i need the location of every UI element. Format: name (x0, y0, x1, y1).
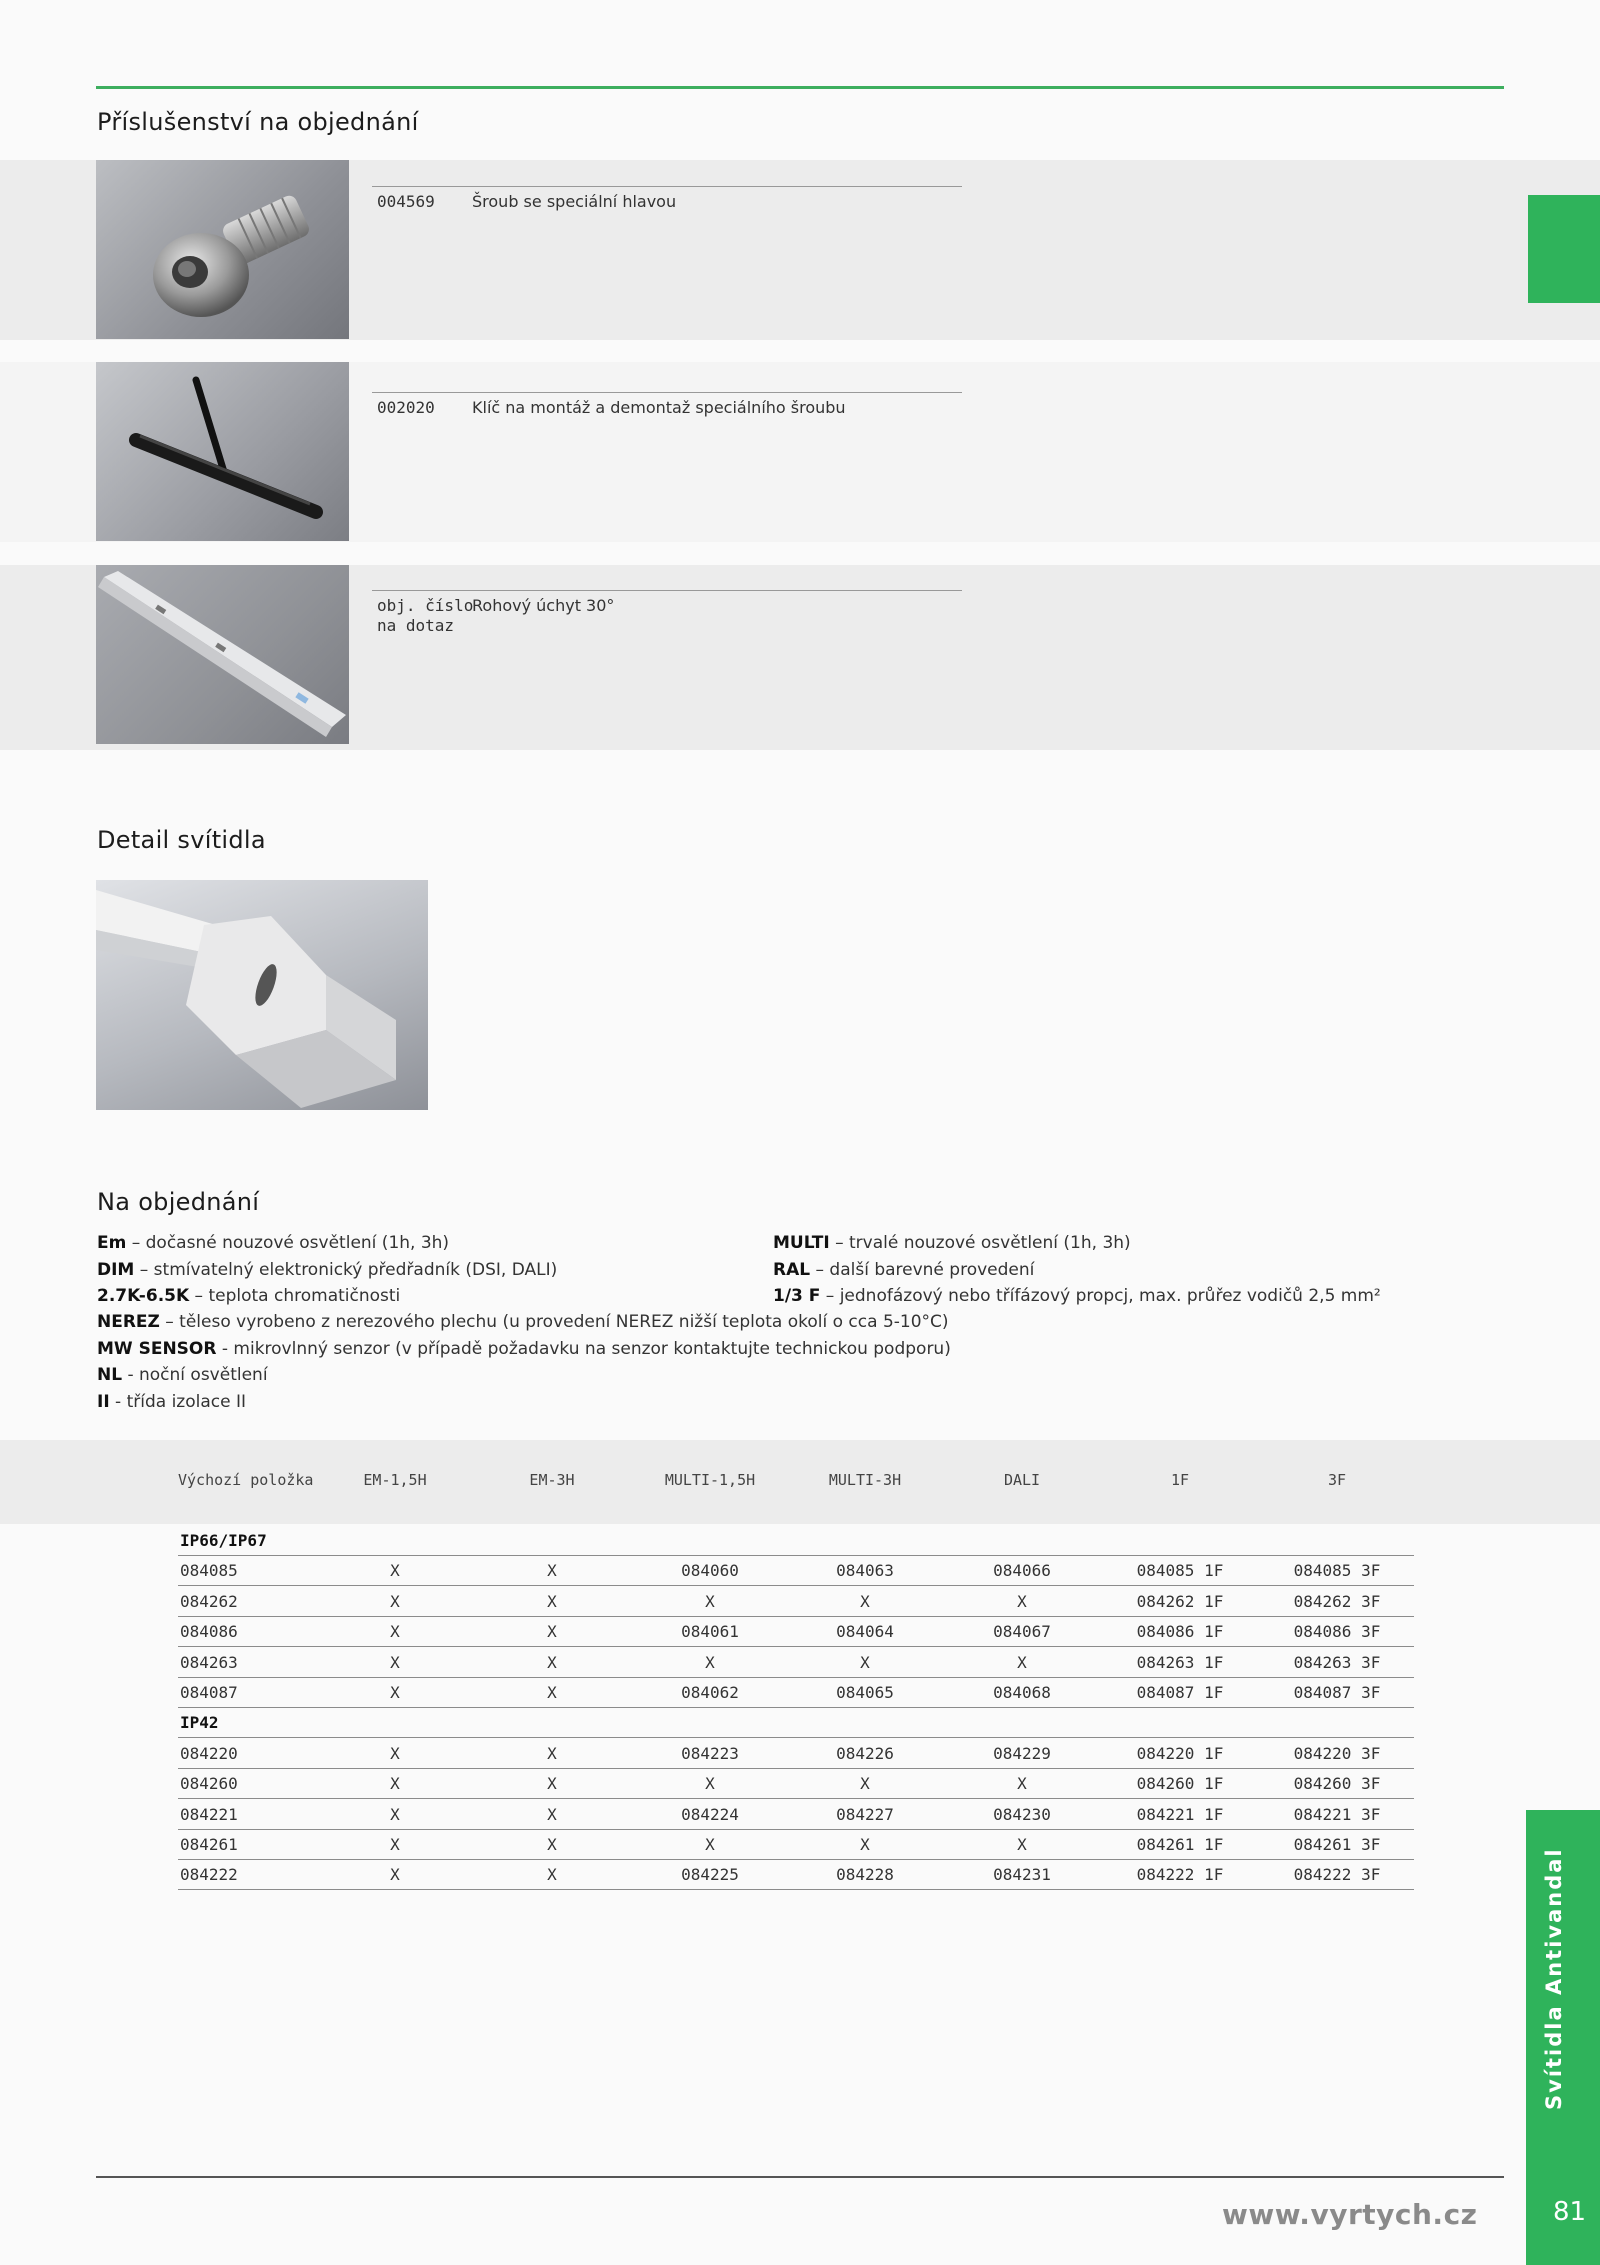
table-cell: X (1017, 1591, 1027, 1611)
table-cell: 084262 3F (1293, 1591, 1381, 1611)
product-name-2: Klíč na montáž a demontaž speciálního šroubu (472, 398, 846, 417)
table-cell: 084087 1F (1136, 1683, 1224, 1702)
table-cell: 084062 (681, 1683, 739, 1702)
legend-item-nerez: NEREZ – těleso vyrobeno z nerezového plechu (u provedení NEREZ nižší teplota okolí o cca 5-10°C) (97, 1312, 949, 1332)
luminaire-detail-photo (96, 880, 428, 1110)
table-cell: 084222 1F (1136, 1865, 1224, 1885)
table-cell: X (390, 1835, 400, 1854)
table-cell: 084060 (681, 1561, 739, 1581)
table-group-row (178, 1525, 1414, 1556)
order-title: Na objednání (97, 1188, 260, 1216)
detail-title: Detail svítidla (97, 826, 266, 854)
footer-website-link[interactable]: www.vyrtych.cz (1222, 2198, 1478, 2231)
sidebar-tab-marker (1528, 195, 1600, 303)
table-cell: X (390, 1591, 400, 1611)
table-group-label: IP66/IP67 (180, 1531, 267, 1550)
table-cell: 084087 3F (1293, 1683, 1381, 1702)
table-row (178, 1768, 1414, 1799)
table-cell: 084263 3F (1293, 1652, 1381, 1672)
table-cell: 084230 (993, 1804, 1051, 1824)
legend-right (773, 1230, 1473, 1310)
legend-item-multi: MULTI – trvalé nouzové osvětlení (1h, 3h) (773, 1233, 1131, 1253)
table-cell: X (547, 1804, 557, 1824)
table-cell: X (390, 1743, 400, 1763)
table-cell: X (547, 1591, 557, 1611)
table-cell: 084228 (836, 1865, 894, 1885)
screw-photo (96, 160, 349, 339)
table-cell: X (547, 1774, 557, 1794)
key-icon (96, 362, 349, 541)
table-cell: 084260 (180, 1774, 238, 1794)
table-cell: X (390, 1683, 400, 1702)
table-cell: 084261 1F (1136, 1835, 1224, 1854)
legend-left (97, 1230, 777, 1310)
table-cell: 084261 3F (1293, 1835, 1381, 1854)
top-rule (96, 86, 1504, 89)
table-cell: 084086 (180, 1622, 238, 1642)
table-cell: 084068 (993, 1683, 1051, 1702)
product-code-1: 004569 (377, 192, 435, 211)
table-cell: X (390, 1622, 400, 1642)
table-cell: 084231 (993, 1865, 1051, 1885)
table-cell: X (390, 1561, 400, 1581)
legend-item-em: Em – dočasné nouzové osvětlení (1h, 3h) (97, 1233, 450, 1253)
table-row (178, 1677, 1414, 1708)
sidebar-section-label: Svítidla Antivandal (1542, 1847, 1566, 2110)
table-cell: 084063 (836, 1561, 894, 1581)
table-cell: 084263 1F (1136, 1652, 1224, 1672)
product-code-3-line1: obj. číslo (377, 596, 474, 615)
table-cell: 084225 (681, 1865, 739, 1885)
table-cell: 084066 (993, 1561, 1051, 1581)
table-row (178, 1799, 1414, 1830)
legend-item-mw-sensor: MW SENSOR - mikrovlnný senzor (v případě požadavku na senzor kontaktujte technickou podporu) (97, 1338, 951, 1359)
table-header-source: Výchozí položka (178, 1471, 314, 1489)
table-cell: X (390, 1652, 400, 1672)
table-header-multi15: MULTI-1,5H (664, 1471, 756, 1489)
table-row (178, 1555, 1414, 1586)
table-cell: 084229 (993, 1743, 1051, 1763)
legend-item-phase: 1/3 F – jednofázový nebo třífázový propcj, max. průřez vodičů 2,5 mm² (773, 1286, 1381, 1306)
table-cell: 084086 1F (1136, 1622, 1224, 1642)
table-cell: 084260 3F (1293, 1774, 1381, 1794)
table-cell: 084226 (836, 1743, 894, 1763)
table-cell: X (860, 1652, 870, 1672)
table-cell: 084067 (993, 1622, 1051, 1642)
product-code-3-line2: na dotaz (377, 616, 455, 635)
product-name-1: Šroub se speciální hlavou (472, 192, 677, 211)
table-cell: 084261 (180, 1835, 238, 1854)
table-header-3f: 3F (1327, 1471, 1347, 1489)
table-row (178, 1586, 1414, 1617)
table-group-label: IP42 (180, 1713, 219, 1733)
table-cell: X (547, 1561, 557, 1581)
table-cell: X (390, 1865, 400, 1885)
key-photo (96, 362, 349, 541)
luminaire-end-cap-icon (96, 880, 428, 1110)
table-cell: 084224 (681, 1804, 739, 1824)
table-cell: X (547, 1865, 557, 1885)
product-name-3: Rohový úchyt 30° (472, 596, 615, 615)
table-cell: 084085 3F (1293, 1561, 1381, 1581)
table-cell: X (547, 1835, 557, 1854)
table-cell: X (860, 1774, 870, 1794)
table-cell: X (860, 1591, 870, 1611)
table-cell: 084064 (836, 1622, 894, 1642)
product-rule-3 (372, 590, 962, 591)
table-row (178, 1829, 1414, 1860)
legend-item-dim: DIM – stmívatelný elektronický předřadník (DSI, DALI) (97, 1259, 558, 1280)
table-cell: X (547, 1743, 557, 1763)
table-cell: 084221 1F (1136, 1804, 1224, 1824)
table-cell: X (547, 1683, 557, 1702)
table-cell: 084087 (180, 1683, 238, 1702)
legend-item-ii: II - třída izolace II (97, 1391, 247, 1412)
table-cell: X (390, 1774, 400, 1794)
table-cell: 084085 1F (1136, 1561, 1224, 1581)
bracket-photo (96, 565, 349, 744)
table-cell: X (705, 1652, 715, 1672)
footer-rule (96, 2176, 1504, 2178)
table-cell: X (705, 1774, 715, 1794)
table-group-row (178, 1707, 1414, 1738)
table-cell: 084220 1F (1136, 1743, 1224, 1763)
table-cell: 084260 1F (1136, 1774, 1224, 1794)
table-row (178, 1859, 1414, 1890)
table-cell: X (547, 1622, 557, 1642)
legend-full (97, 1309, 1397, 1415)
table-header-dali: DALI (1003, 1471, 1041, 1489)
table-cell: 084061 (681, 1622, 739, 1642)
product-rule-1 (372, 186, 962, 187)
screw-icon (96, 160, 349, 339)
legend-item-ral: RAL – další barevné provedení (773, 1259, 1035, 1280)
bracket-icon (96, 565, 349, 744)
table-cell: 084220 (180, 1743, 238, 1763)
table-header-em15: EM-1,5H (363, 1471, 427, 1489)
table-cell: X (860, 1835, 870, 1854)
table-header-multi3: MULTI-3H (828, 1471, 902, 1489)
table-cell: X (390, 1804, 400, 1824)
table-cell: 084085 (180, 1561, 238, 1581)
table-row (178, 1647, 1414, 1678)
table-cell: 084220 3F (1293, 1743, 1381, 1763)
legend-item-color-temp: 2.7K-6.5K – teplota chromatičnosti (97, 1286, 401, 1306)
table-cell: 084223 (681, 1743, 739, 1763)
table-cell: 084086 3F (1293, 1622, 1381, 1642)
table-header-em3: EM-3H (529, 1471, 575, 1489)
table-cell: 084262 1F (1136, 1591, 1224, 1611)
accessories-title: Příslušenství na objednání (97, 108, 419, 136)
product-rule-2 (372, 392, 962, 393)
table-cell: X (1017, 1652, 1027, 1672)
product-code-2: 002020 (377, 398, 435, 417)
table-cell: 084065 (836, 1683, 894, 1702)
table-cell: X (705, 1835, 715, 1854)
table-cell: 084262 (180, 1591, 238, 1611)
table-cell: 084222 (180, 1865, 238, 1885)
page-number: 81 (1553, 2197, 1587, 2227)
table-cell: 084221 (180, 1804, 238, 1824)
table-header-1f: 1F (1170, 1471, 1190, 1489)
table-cell: X (547, 1652, 557, 1672)
table-cell: 084222 3F (1293, 1865, 1381, 1885)
table-cell: X (1017, 1835, 1027, 1854)
table-cell: 084263 (180, 1652, 238, 1672)
legend-item-nl: NL - noční osvětlení (97, 1365, 268, 1385)
table-cell: X (1017, 1774, 1027, 1794)
table-cell: X (705, 1591, 715, 1611)
table-cell: 084221 3F (1293, 1804, 1381, 1824)
table-row (178, 1616, 1414, 1647)
table-row (178, 1738, 1414, 1769)
table-cell: 084227 (836, 1804, 894, 1824)
